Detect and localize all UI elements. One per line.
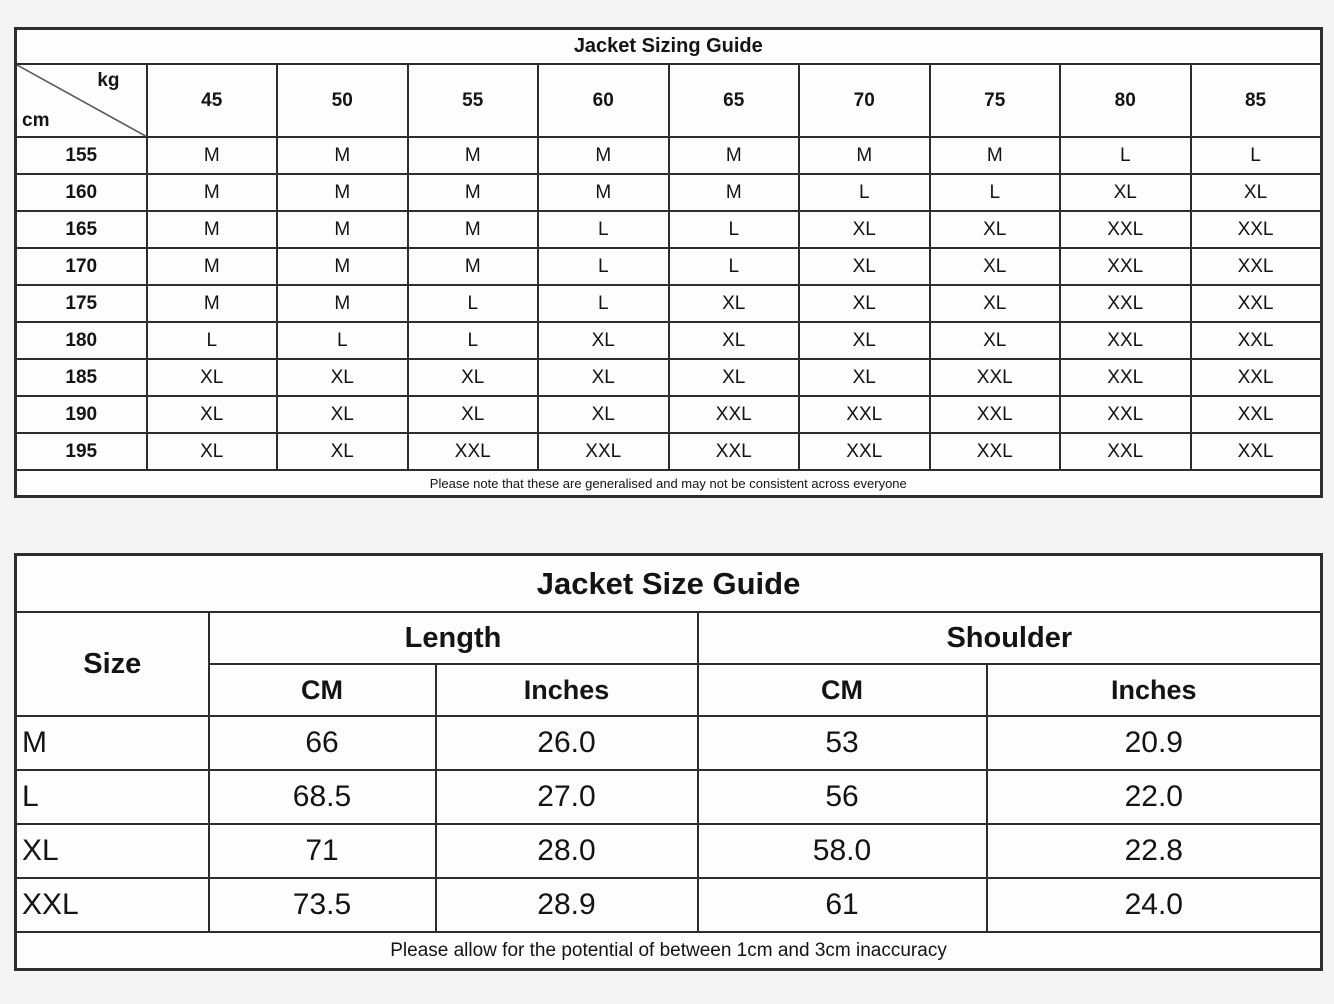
size-cell: XXL (930, 359, 1061, 396)
size-cell: XXL (1060, 248, 1191, 285)
size-guide-title-row (16, 555, 1322, 613)
size-cell: M (538, 137, 669, 174)
cm-row-label: 185 (16, 359, 147, 396)
size-guide-note: Please allow for the potential of between 1cm and 3cm inaccuracy (16, 932, 1322, 970)
measurement-cell: 24.0 (987, 878, 1322, 932)
size-cell: XXL (1060, 359, 1191, 396)
size-cell: XXL (930, 396, 1061, 433)
size-cell: XL (799, 322, 930, 359)
size-guide-body (16, 716, 1322, 932)
sizing-chart-row (16, 211, 1322, 248)
cm-row-label: 170 (16, 248, 147, 285)
size-cell: XL (930, 248, 1061, 285)
size-guide-row (16, 824, 1322, 878)
measurement-cell: 22.0 (987, 770, 1322, 824)
size-cell: M (669, 174, 800, 211)
kg-column-header: 85 (1191, 64, 1322, 137)
measurement-cell: 26.0 (436, 716, 698, 770)
size-cell: M (408, 174, 539, 211)
size-cell: XL (799, 359, 930, 396)
size-cell: XXL (1060, 211, 1191, 248)
size-cell: XL (538, 396, 669, 433)
size-cell: M (408, 248, 539, 285)
sizing-chart-row (16, 322, 1322, 359)
size-cell: XL (799, 248, 930, 285)
sizing-chart-header-row (16, 64, 1322, 137)
size-cell: M (538, 174, 669, 211)
size-cell: XL (1191, 174, 1322, 211)
size-column-header: Size (16, 612, 209, 716)
size-row-label: M (16, 716, 209, 770)
kg-column-header: 50 (277, 64, 408, 137)
size-cell: L (147, 322, 278, 359)
cm-row-label: 165 (16, 211, 147, 248)
size-cell: XXL (1060, 396, 1191, 433)
size-cell: XXL (799, 433, 930, 470)
measurement-cell: 68.5 (209, 770, 436, 824)
size-cell: M (669, 137, 800, 174)
size-cell: M (147, 285, 278, 322)
size-guide-subheader-row (16, 664, 1322, 716)
measurement-cell: 73.5 (209, 878, 436, 932)
size-cell: XL (408, 396, 539, 433)
sizing-chart-row (16, 248, 1322, 285)
size-cell: L (930, 174, 1061, 211)
size-cell: M (799, 137, 930, 174)
measurement-cell: 28.0 (436, 824, 698, 878)
size-cell: M (277, 211, 408, 248)
size-row-label: L (16, 770, 209, 824)
size-cell: M (147, 137, 278, 174)
size-cell: M (277, 137, 408, 174)
sizing-chart-title: Jacket Sizing Guide (16, 29, 1322, 65)
measurement-cell: 53 (698, 716, 987, 770)
size-cell: XL (408, 359, 539, 396)
size-cell: XL (538, 359, 669, 396)
kg-column-header: 45 (147, 64, 278, 137)
measurement-cell: 27.0 (436, 770, 698, 824)
size-cell: XXL (1060, 433, 1191, 470)
kg-cm-diagonal-header-cell (16, 64, 147, 137)
size-cell: XL (147, 396, 278, 433)
kg-column-header: 65 (669, 64, 800, 137)
kg-axis-label: kg (97, 70, 120, 91)
measurement-cell: 56 (698, 770, 987, 824)
size-cell: L (799, 174, 930, 211)
size-cell: XL (669, 322, 800, 359)
sizing-chart-row (16, 285, 1322, 322)
size-cell: XL (799, 285, 930, 322)
cm-row-label: 155 (16, 137, 147, 174)
cm-row-label: 195 (16, 433, 147, 470)
size-cell: XXL (408, 433, 539, 470)
size-cell: M (147, 248, 278, 285)
size-cell: XXL (1060, 322, 1191, 359)
measurement-cell: 66 (209, 716, 436, 770)
size-guide-group-header-row (16, 612, 1322, 664)
size-cell: L (277, 322, 408, 359)
measurement-cell: 28.9 (436, 878, 698, 932)
kg-column-header: 55 (408, 64, 539, 137)
size-cell: XL (1060, 174, 1191, 211)
sizing-chart-body (16, 137, 1322, 470)
size-cell: L (1060, 137, 1191, 174)
size-cell: XXL (1191, 211, 1322, 248)
size-cell: XXL (799, 396, 930, 433)
measurement-cell: 20.9 (987, 716, 1322, 770)
sizing-chart-note-row (16, 470, 1322, 497)
cm-row-label: 160 (16, 174, 147, 211)
measurement-cell: 58.0 (698, 824, 987, 878)
size-guide-row (16, 770, 1322, 824)
size-cell: XXL (669, 396, 800, 433)
size-cell: L (538, 248, 669, 285)
shoulder-cm-header: CM (698, 664, 987, 716)
cm-row-label: 175 (16, 285, 147, 322)
size-cell: XL (930, 322, 1061, 359)
size-cell: M (147, 211, 278, 248)
sizing-chart-row (16, 137, 1322, 174)
size-cell: M (277, 285, 408, 322)
size-cell: XL (147, 359, 278, 396)
size-cell: XXL (930, 433, 1061, 470)
size-cell: XL (799, 211, 930, 248)
shoulder-inches-header: Inches (987, 664, 1322, 716)
size-cell: L (408, 285, 539, 322)
size-guide-title: Jacket Size Guide (16, 555, 1322, 613)
sizing-chart-row (16, 396, 1322, 433)
size-cell: XL (538, 322, 669, 359)
cm-row-label: 190 (16, 396, 147, 433)
sizing-chart-row (16, 174, 1322, 211)
size-cell: XXL (1191, 248, 1322, 285)
measurement-cell: 22.8 (987, 824, 1322, 878)
size-row-label: XL (16, 824, 209, 878)
cm-row-label: 180 (16, 322, 147, 359)
length-cm-header: CM (209, 664, 436, 716)
size-cell: XL (277, 396, 408, 433)
size-cell: XXL (1191, 285, 1322, 322)
size-cell: L (538, 211, 669, 248)
size-cell: XXL (538, 433, 669, 470)
sizing-chart-row (16, 433, 1322, 470)
size-cell: XXL (1191, 359, 1322, 396)
size-cell: M (408, 137, 539, 174)
jacket-size-guide-table (14, 553, 1323, 971)
size-cell: L (408, 322, 539, 359)
size-cell: XL (930, 211, 1061, 248)
jacket-sizing-chart-table (14, 27, 1323, 498)
shoulder-group-header: Shoulder (698, 612, 1322, 664)
size-cell: XL (930, 285, 1061, 322)
size-cell: XXL (1191, 433, 1322, 470)
kg-column-header: 80 (1060, 64, 1191, 137)
size-cell: XL (669, 285, 800, 322)
kg-column-header: 70 (799, 64, 930, 137)
size-cell: XXL (1191, 396, 1322, 433)
measurement-cell: 61 (698, 878, 987, 932)
size-cell: XL (277, 433, 408, 470)
size-guide-note-row (16, 932, 1322, 970)
size-guide-row (16, 716, 1322, 770)
kg-column-header: 75 (930, 64, 1061, 137)
size-cell: M (147, 174, 278, 211)
size-cell: M (277, 174, 408, 211)
measurement-cell: 71 (209, 824, 436, 878)
size-guide-row (16, 878, 1322, 932)
size-cell: XL (147, 433, 278, 470)
kg-column-header: 60 (538, 64, 669, 137)
size-cell: L (669, 248, 800, 285)
size-cell: XXL (1191, 322, 1322, 359)
sizing-chart-row (16, 359, 1322, 396)
size-cell: XXL (1060, 285, 1191, 322)
size-cell: L (1191, 137, 1322, 174)
size-cell: M (930, 137, 1061, 174)
size-cell: XXL (669, 433, 800, 470)
length-inches-header: Inches (436, 664, 698, 716)
size-row-label: XXL (16, 878, 209, 932)
sizing-chart-note: Please note that these are generalised and may not be consistent across everyone (16, 470, 1322, 497)
size-cell: XL (669, 359, 800, 396)
cm-axis-label: cm (22, 110, 50, 131)
size-cell: M (277, 248, 408, 285)
length-group-header: Length (209, 612, 698, 664)
size-cell: XL (277, 359, 408, 396)
sizing-chart-title-row (16, 29, 1322, 65)
size-cell: L (669, 211, 800, 248)
size-cell: M (408, 211, 539, 248)
size-cell: L (538, 285, 669, 322)
